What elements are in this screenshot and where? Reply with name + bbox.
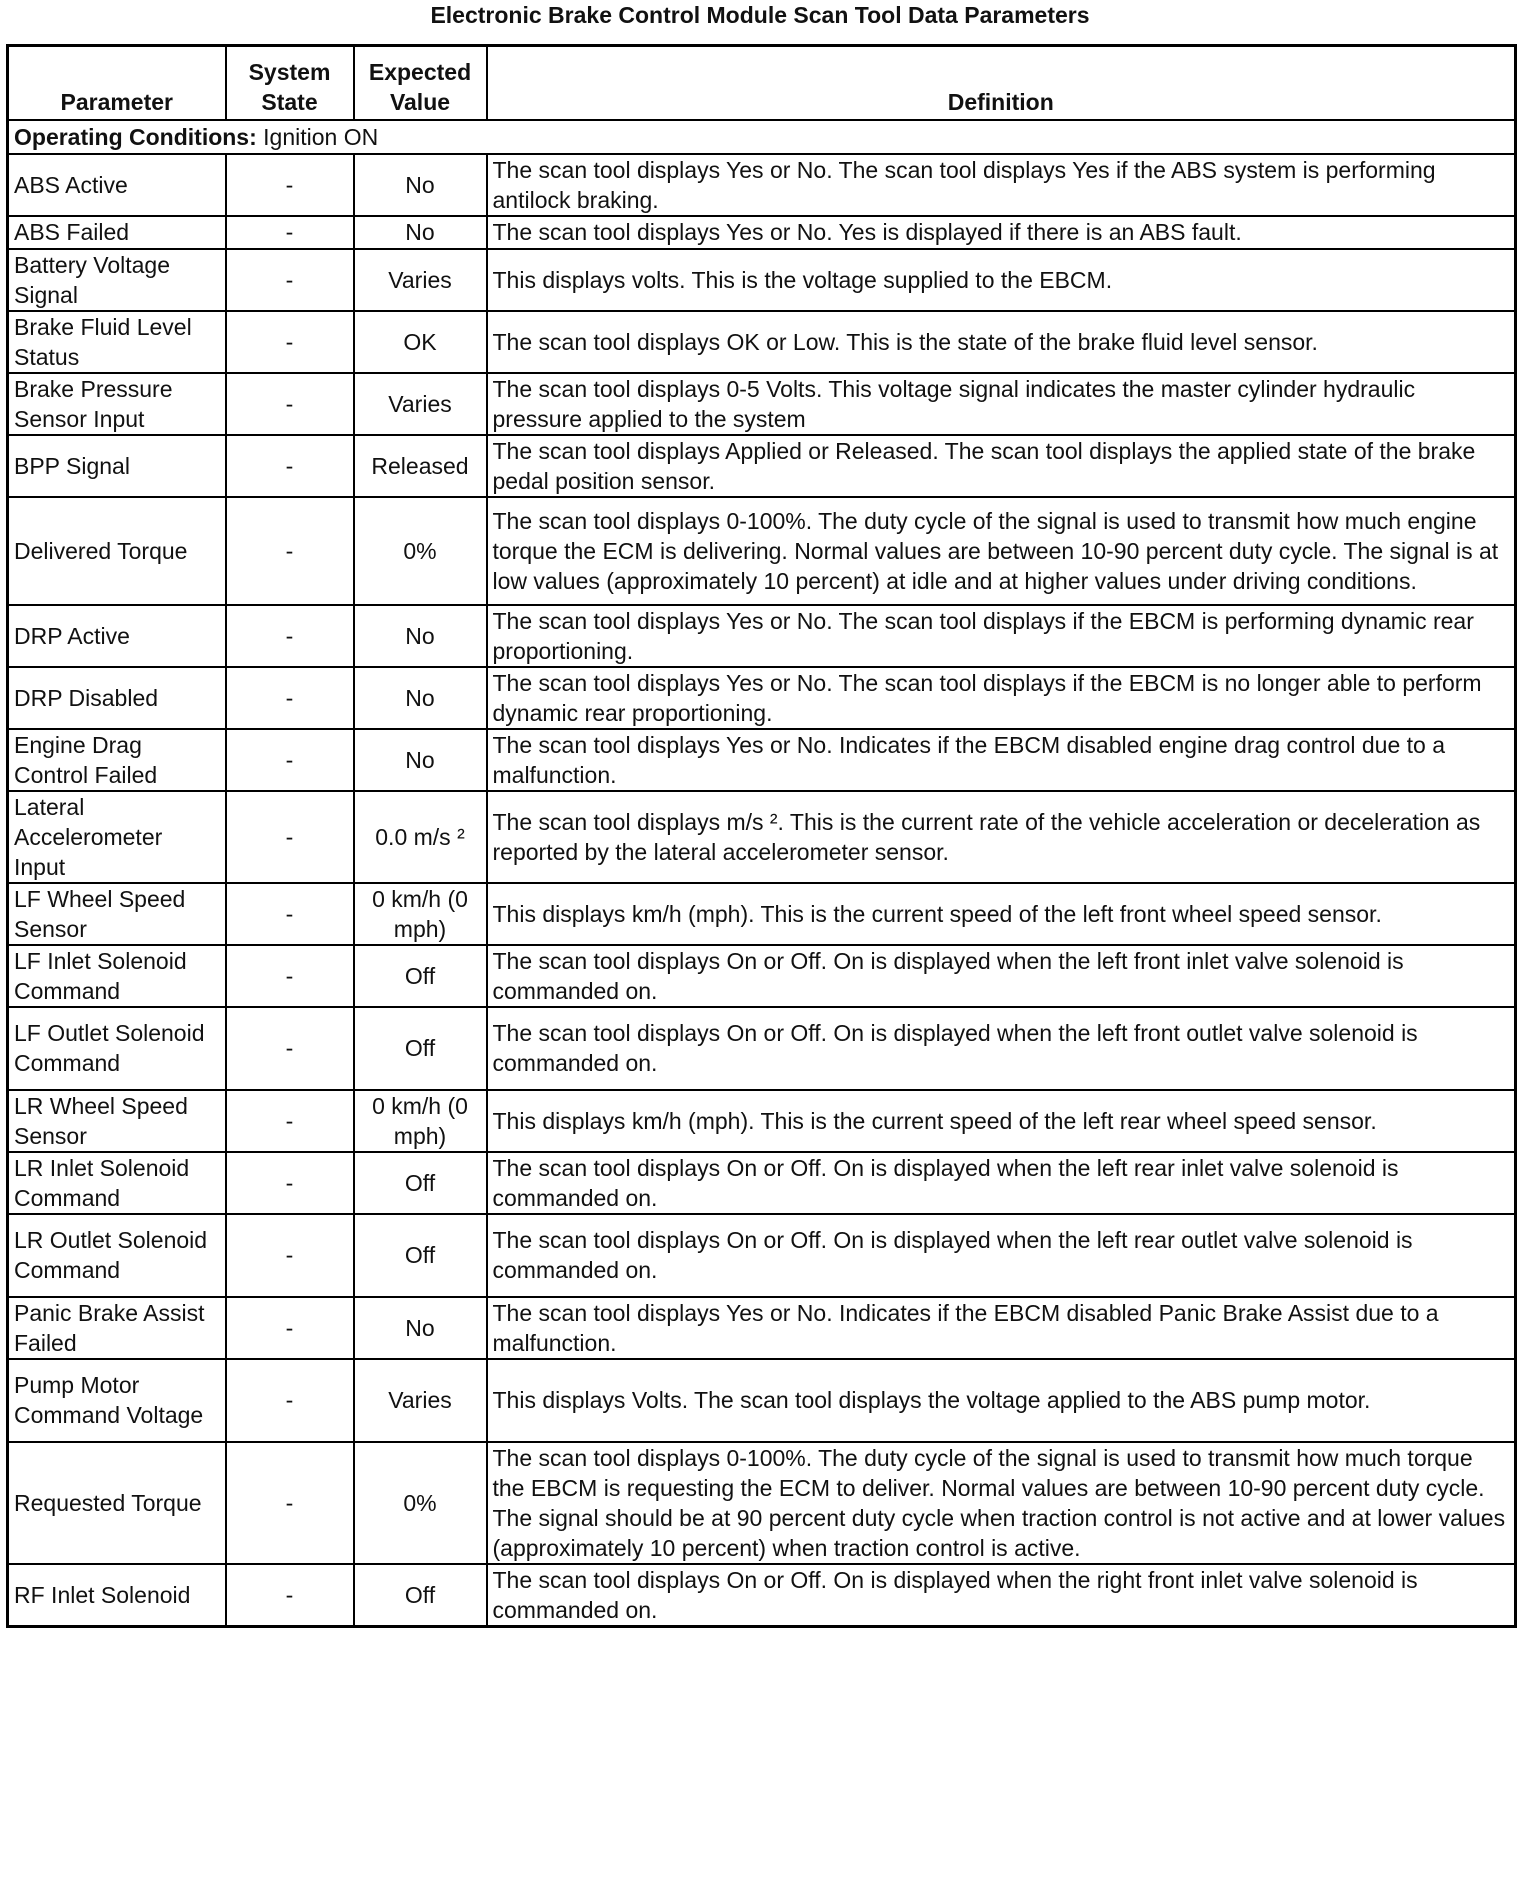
- parameter-cell: Pump Motor Command Voltage: [8, 1359, 226, 1442]
- definition-cell: The scan tool displays On or Off. On is displayed when the left front outlet valve solenoid is commanded on.: [487, 1007, 1516, 1090]
- table-row: [8, 1564, 1516, 1627]
- table-row: [8, 667, 1516, 729]
- definition-cell: This displays Volts. The scan tool displays the voltage applied to the ABS pump motor.: [487, 1359, 1516, 1442]
- table-row: [8, 154, 1516, 216]
- system-state-cell: -: [226, 1090, 354, 1152]
- definition-cell: The scan tool displays Yes or No. The scan tool displays if the EBCM is no longer able to perform dynamic rear proportioning.: [487, 667, 1516, 729]
- system-state-cell: -: [226, 1297, 354, 1359]
- expected-value-cell: Released: [354, 435, 487, 497]
- table-row: [8, 216, 1516, 249]
- expected-value-cell: No: [354, 216, 487, 249]
- expected-value-cell: Varies: [354, 1359, 487, 1442]
- parameter-cell: RF Inlet Solenoid: [8, 1564, 226, 1627]
- parameter-cell: LF Inlet Solenoid Command: [8, 945, 226, 1007]
- table-row: [8, 249, 1516, 311]
- parameter-cell: ABS Failed: [8, 216, 226, 249]
- parameter-cell: Panic Brake Assist Failed: [8, 1297, 226, 1359]
- definition-cell: The scan tool displays On or Off. On is displayed when the right front inlet valve solenoid is commanded on.: [487, 1564, 1516, 1627]
- header-expected-value: Expected Value: [354, 46, 487, 120]
- table-row: [8, 1297, 1516, 1359]
- table-row: [8, 497, 1516, 605]
- header-definition: Definition: [487, 46, 1516, 120]
- system-state-cell: -: [226, 497, 354, 605]
- expected-value-cell: 0 km/h (0 mph): [354, 1090, 487, 1152]
- table-row: [8, 1214, 1516, 1297]
- system-state-cell: -: [226, 1152, 354, 1214]
- definition-cell: The scan tool displays On or Off. On is displayed when the left rear outlet valve solenoid is commanded on.: [487, 1214, 1516, 1297]
- definition-cell: The scan tool displays Yes or No. Indicates if the EBCM disabled engine drag control due to a malfunction.: [487, 729, 1516, 791]
- expected-value-cell: 0 km/h (0 mph): [354, 883, 487, 945]
- expected-value-cell: 0%: [354, 497, 487, 605]
- expected-value-cell: No: [354, 605, 487, 667]
- table-row: [8, 1090, 1516, 1152]
- header-parameter: Parameter: [8, 46, 226, 120]
- expected-value-cell: Off: [354, 1214, 487, 1297]
- definition-cell: The scan tool displays m/s ². This is the current rate of the vehicle acceleration or deceleration as reported by the lateral accelerometer sensor.: [487, 791, 1516, 883]
- definition-cell: The scan tool displays Yes or No. The scan tool displays Yes if the ABS system is performing antilock braking.: [487, 154, 1516, 216]
- definition-cell: The scan tool displays 0-5 Volts. This voltage signal indicates the master cylinder hydraulic pressure applied to the system: [487, 373, 1516, 435]
- parameter-cell: DRP Disabled: [8, 667, 226, 729]
- operating-conditions-label: Operating Conditions:: [14, 123, 257, 150]
- parameter-cell: LF Outlet Solenoid Command: [8, 1007, 226, 1090]
- parameter-cell: Brake Fluid Level Status: [8, 311, 226, 373]
- parameter-cell: Requested Torque: [8, 1442, 226, 1564]
- system-state-cell: -: [226, 216, 354, 249]
- expected-value-cell: No: [354, 1297, 487, 1359]
- parameter-cell: DRP Active: [8, 605, 226, 667]
- table-row: [8, 729, 1516, 791]
- system-state-cell: -: [226, 373, 354, 435]
- system-state-cell: -: [226, 1442, 354, 1564]
- expected-value-cell: No: [354, 667, 487, 729]
- page-title: Electronic Brake Control Module Scan Tool Data Parameters: [430, 2, 1090, 28]
- definition-cell: The scan tool displays Yes or No. Yes is displayed if there is an ABS fault.: [487, 216, 1516, 249]
- expected-value-cell: Off: [354, 1007, 487, 1090]
- definition-cell: The scan tool displays 0-100%. The duty cycle of the signal is used to transmit how much torque the EBCM is requesting the ECM to deliver. Normal values are between 10-90 percent duty cycle. The signal should be at 90 percent duty cycle when traction control is not active and at lower values (approximately 10 percent) when traction control is active.: [487, 1442, 1516, 1564]
- parameter-cell: Lateral Accelerometer Input: [8, 791, 226, 883]
- expected-value-cell: 0%: [354, 1442, 487, 1564]
- definition-cell: The scan tool displays Yes or No. Indicates if the EBCM disabled Panic Brake Assist due to a malfunction.: [487, 1297, 1516, 1359]
- operating-conditions-row: [8, 120, 1516, 154]
- definition-cell: This displays km/h (mph). This is the current speed of the left rear wheel speed sensor.: [487, 1090, 1516, 1152]
- parameter-cell: LR Inlet Solenoid Command: [8, 1152, 226, 1214]
- table-row: [8, 1152, 1516, 1214]
- system-state-cell: -: [226, 945, 354, 1007]
- operating-conditions: [8, 120, 1516, 154]
- definition-cell: The scan tool displays On or Off. On is displayed when the left rear inlet valve solenoid is commanded on.: [487, 1152, 1516, 1214]
- system-state-cell: -: [226, 791, 354, 883]
- operating-conditions-value: Ignition ON: [263, 123, 379, 150]
- expected-value-cell: No: [354, 729, 487, 791]
- system-state-cell: -: [226, 249, 354, 311]
- system-state-cell: -: [226, 667, 354, 729]
- expected-value-cell: Off: [354, 1564, 487, 1627]
- scan-tool-data-table: [6, 44, 1517, 1628]
- parameter-cell: ABS Active: [8, 154, 226, 216]
- table-row: [8, 1442, 1516, 1564]
- parameter-cell: Battery Voltage Signal: [8, 249, 226, 311]
- table-row: [8, 883, 1516, 945]
- parameter-cell: Engine Drag Control Failed: [8, 729, 226, 791]
- table-row: [8, 435, 1516, 497]
- parameter-cell: LR Wheel Speed Sensor: [8, 1090, 226, 1152]
- expected-value-cell: OK: [354, 311, 487, 373]
- table-row: [8, 791, 1516, 883]
- definition-cell: The scan tool displays Yes or No. The scan tool displays if the EBCM is performing dynamic rear proportioning.: [487, 605, 1516, 667]
- expected-value-cell: Varies: [354, 373, 487, 435]
- table-row: [8, 605, 1516, 667]
- table-row: [8, 311, 1516, 373]
- system-state-cell: -: [226, 311, 354, 373]
- system-state-cell: -: [226, 1564, 354, 1627]
- definition-cell: This displays km/h (mph). This is the current speed of the left front wheel speed sensor.: [487, 883, 1516, 945]
- expected-value-cell: Off: [354, 1152, 487, 1214]
- expected-value-cell: No: [354, 154, 487, 216]
- expected-value-cell: 0.0 m/s ²: [354, 791, 487, 883]
- system-state-cell: -: [226, 1007, 354, 1090]
- expected-value-cell: Varies: [354, 249, 487, 311]
- parameter-cell: LF Wheel Speed Sensor: [8, 883, 226, 945]
- table-row: [8, 945, 1516, 1007]
- system-state-cell: -: [226, 154, 354, 216]
- table-row: [8, 1359, 1516, 1442]
- parameter-cell: LR Outlet Solenoid Command: [8, 1214, 226, 1297]
- table-header-row: [8, 46, 1516, 120]
- definition-cell: The scan tool displays On or Off. On is displayed when the left front inlet valve solenoid is commanded on.: [487, 945, 1516, 1007]
- system-state-cell: -: [226, 435, 354, 497]
- definition-cell: The scan tool displays 0-100%. The duty cycle of the signal is used to transmit how much engine torque the ECM is delivering. Normal values are between 10-90 percent duty cycle. The signal is at low values (approximately 10 percent) at idle and at higher values under driving conditions.: [487, 497, 1516, 605]
- definition-cell: The scan tool displays OK or Low. This is the state of the brake fluid level sensor.: [487, 311, 1516, 373]
- system-state-cell: -: [226, 729, 354, 791]
- expected-value-cell: Off: [354, 945, 487, 1007]
- system-state-cell: -: [226, 605, 354, 667]
- parameter-cell: Delivered Torque: [8, 497, 226, 605]
- table-row: [8, 373, 1516, 435]
- system-state-cell: -: [226, 883, 354, 945]
- parameter-cell: Brake Pressure Sensor Input: [8, 373, 226, 435]
- parameter-cell: BPP Signal: [8, 435, 226, 497]
- system-state-cell: -: [226, 1359, 354, 1442]
- definition-cell: The scan tool displays Applied or Released. The scan tool displays the applied state of the brake pedal position sensor.: [487, 435, 1516, 497]
- header-system-state: System State: [226, 46, 354, 120]
- table-row: [8, 1007, 1516, 1090]
- definition-cell: This displays volts. This is the voltage supplied to the EBCM.: [487, 249, 1516, 311]
- system-state-cell: -: [226, 1214, 354, 1297]
